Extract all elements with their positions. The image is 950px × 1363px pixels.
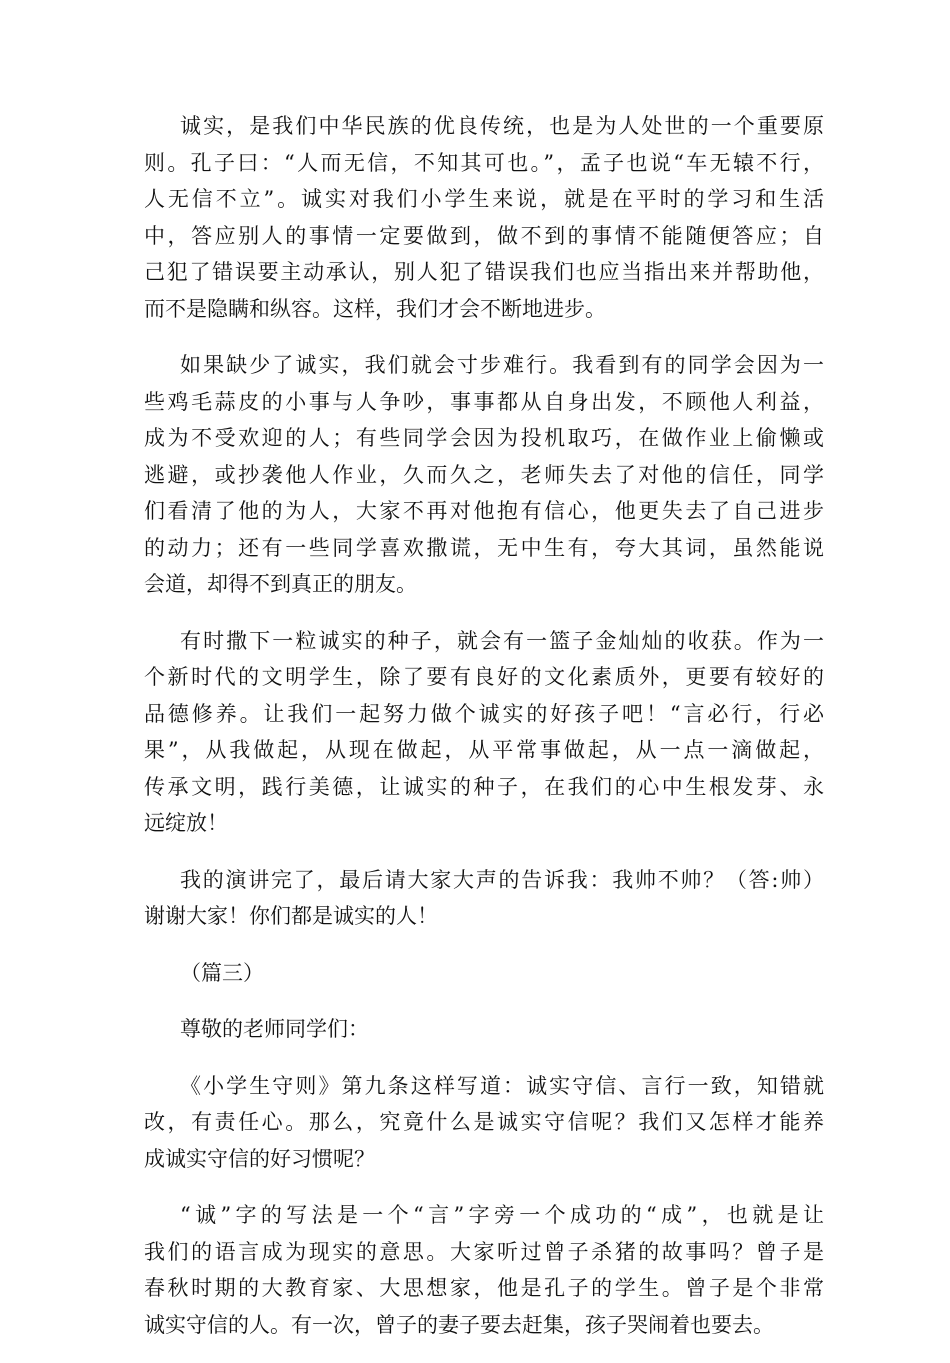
text-line: 我们的语言成为现实的意思。大家听过曾子杀猪的故事吗？曾子是 xyxy=(144,1239,824,1264)
paragraph xyxy=(144,347,824,603)
paragraph xyxy=(144,955,824,992)
text-line: 而不是隐瞒和纵容。这样，我们才会不断地进步。 xyxy=(144,296,606,321)
text-line: 逃避，或抄袭他人作业，久而久之，老师失去了对他的信任，同学 xyxy=(144,462,824,487)
paragraph xyxy=(144,108,824,327)
paragraph xyxy=(144,1011,824,1048)
text-line: 尊敬的老师同学们： xyxy=(180,1017,369,1041)
text-line: 《小学生守则》第九条这样写道：诚实守信、言行一致，知错就 xyxy=(180,1073,824,1098)
text-line: 果”，从我做起，从现在做起，从平常事做起，从一点一滴做起， xyxy=(144,738,824,762)
text-line: 的动力；还有一些同学喜欢撒谎，无中生有，夸大其词，虽然能说 xyxy=(144,535,824,560)
text-line: 们看清了他的为人，大家不再对他抱有信心，他更失去了自己进步 xyxy=(144,499,824,523)
text-line: 品德修养。让我们一起努力做个诚实的好孩子吧！“言必行，行必 xyxy=(144,701,824,726)
text-line: 人无信不立”。诚实对我们小学生来说，就是在平时的学习和生活 xyxy=(144,187,824,211)
text-line: 改，有责任心。那么，究竟什么是诚实守信呢？我们又怎样才能养 xyxy=(144,1110,824,1134)
text-line: 成诚实守信的好习惯呢？ xyxy=(144,1146,375,1171)
paragraph xyxy=(144,1197,824,1343)
document-body xyxy=(144,108,824,1363)
paragraph xyxy=(144,862,824,935)
text-line: （篇三） xyxy=(180,960,264,985)
text-line: “诚”字的写法是一个“言”字旁一个成功的“成”，也就是让 xyxy=(180,1203,824,1227)
text-line: 些鸡毛蒜皮的小事与人争吵，事事都从自身出发，不顾他人利益， xyxy=(144,389,824,414)
text-line: 诚实，是我们中华民族的优良传统，也是为人处世的一个重要原 xyxy=(180,114,824,138)
text-line: 成为不受欢迎的人；有些同学会因为投机取巧，在做作业上偷懒或 xyxy=(144,426,824,450)
text-line: 谢谢大家！你们都是诚实的人！ xyxy=(144,904,438,928)
text-line: 如果缺少了诚实，我们就会寸步难行。我看到有的同学会因为一 xyxy=(180,353,824,377)
text-line: 会道，却得不到真正的朋友。 xyxy=(144,572,417,596)
text-line: 远绽放！ xyxy=(144,811,228,835)
text-line: 则。孔子曰：“人而无信，不知其可也。”，孟子也说“车无辕不行， xyxy=(144,150,824,175)
text-line: 个新时代的文明学生，除了要有良好的文化素质外，更要有较好的 xyxy=(144,665,824,689)
text-line: 己犯了错误要主动承认，别人犯了错误我们也应当指出来并帮助他， xyxy=(144,260,824,284)
text-line: 传承文明，践行美德，让诚实的种子，在我们的心中生根发芽、永 xyxy=(144,774,824,799)
paragraph xyxy=(144,623,824,842)
text-line: 春秋时期的大教育家、大思想家，他是孔子的学生。曾子是个非常 xyxy=(144,1276,824,1300)
paragraph xyxy=(144,1068,824,1178)
text-line: 诚实守信的人。有一次，曾子的妻子要去赶集，孩子哭闹着也要去。 xyxy=(144,1312,774,1337)
text-line: 我的演讲完了，最后请大家大声的告诉我：我帅不帅？（答:帅） xyxy=(180,867,824,892)
text-line: 有时撒下一粒诚实的种子，就会有一篮子金灿灿的收获。作为一 xyxy=(180,628,824,653)
text-line: 中，答应别人的事情一定要做到，做不到的事情不能随便答应；自 xyxy=(144,223,824,248)
